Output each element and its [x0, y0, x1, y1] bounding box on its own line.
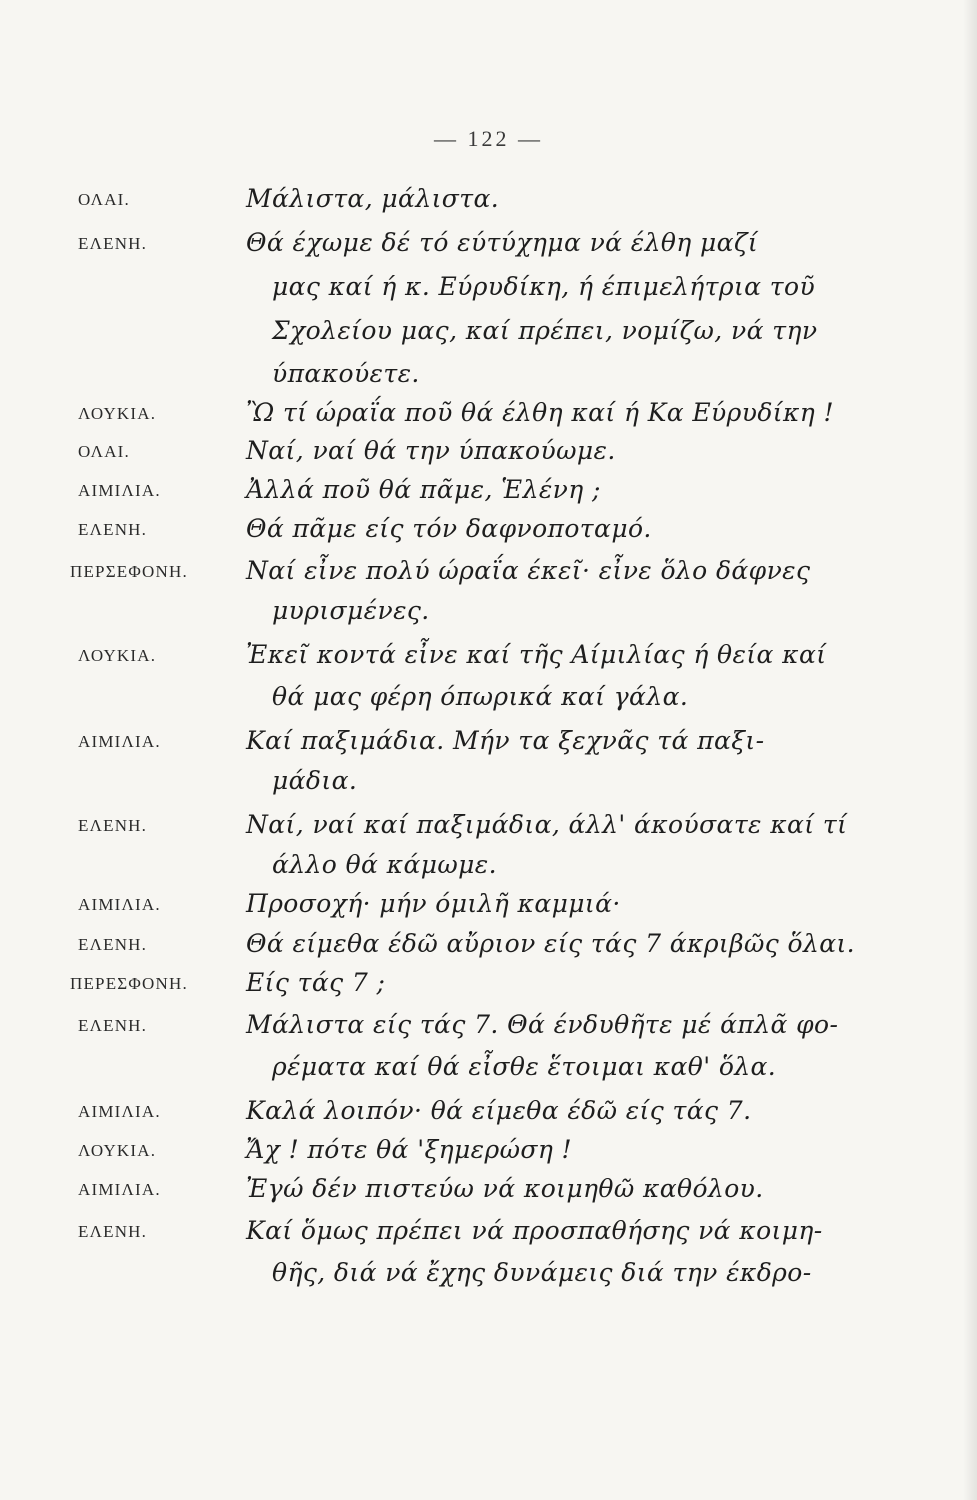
dialogue-text: Προσοχή· μήν όμιλῆ καμμιά· [246, 889, 621, 918]
dialogue-text: Ναί εἶνε πολύ ώραΐα έκεῖ· εἶνε ὅλο δάφνες [246, 556, 811, 585]
dialogue-text: Ἀλλά ποῦ θά πᾶμε, Ἑλένη ; [246, 475, 601, 504]
dialogue-text: Ἐκεῖ κοντά εἶνε καί τῆς Αίμιλίας ή θεία καί [246, 640, 827, 669]
dialogue-text: Ναί, ναί θά την ύπακούωμε. [246, 436, 616, 465]
dialogue-text: Θά πᾶμε είς τόν δαφνοποταμό. [246, 514, 652, 543]
speaker-name: ΠΕΡΕΣΦΟΝΗ. [70, 974, 188, 993]
dialogue-text: Ὢ τί ώραΐα ποῦ θά έλθη καί ή Κα Εύρυδίκη ! [246, 398, 834, 427]
dialogue-text: μάδια. [272, 766, 358, 795]
dialogue-text: Μάλιστα είς τάς 7. Θά ένδυθῆτε μέ άπλᾶ φο- [246, 1010, 839, 1039]
speaker-name: ΑΙΜΙΛΙΑ. [78, 1102, 161, 1121]
dialogue-text: Ναί, ναί καί παξιμάδια, άλλ' άκούσατε καί τί [246, 810, 848, 839]
speaker-name: ΕΛΕΝΗ. [78, 1016, 148, 1035]
dialogue-text: Μάλιστα, μάλιστα. [246, 184, 500, 213]
speaker-name: ΛΟΥΚΙΑ. [78, 404, 157, 423]
speaker-name: ΕΛΕΝΗ. [78, 816, 148, 835]
dialogue-text: θά μας φέρη όπωρικά καί γάλα. [272, 682, 689, 711]
dialogue-text: θῆς, διά νά ἔχης δυνάμεις διά την έκδρο- [272, 1258, 812, 1287]
continuation-line [0, 1258, 977, 1310]
speaker-name: ΕΛΕΝΗ. [78, 234, 148, 253]
speaker-name: ΟΛΑΙ. [78, 190, 130, 209]
speaker-name: ΕΛΕΝΗ. [78, 1222, 148, 1241]
dialogue-text: Σχολείου μας, καί πρέπει, νομίζω, νά την [272, 316, 818, 345]
dialogue-text: Καλά λοιπόν· θά είμεθα έδῶ είς τάς 7. [246, 1096, 752, 1125]
dialogue-text: Θά έχωμε δέ τό εύτύχημα νά έλθη μαζί [246, 228, 759, 257]
dialogue-text: μας καί ή κ. Εύρυδίκη, ή έπιμελήτρια τοῦ [272, 272, 816, 301]
speaker-name: ΑΙΜΙΛΙΑ. [78, 895, 161, 914]
speaker-name: ΠΕΡΣΕΦΟΝΗ. [70, 562, 188, 581]
dialogue-text: Θά είμεθα έδῶ αὔριον είς τάς 7 άκριβῶς ὅλαι. [246, 929, 856, 958]
dialogue-text: άλλο θά κάμωμε. [272, 850, 497, 879]
speaker-name: ΛΟΥΚΙΑ. [78, 1141, 157, 1160]
speaker-name: ΕΛΕΝΗ. [78, 520, 148, 539]
speaker-name: ΟΛΑΙ. [78, 442, 130, 461]
page-number: — 122 — [434, 126, 543, 151]
speaker-name: ΛΟΥΚΙΑ. [78, 646, 157, 665]
dialogue-text: Είς τάς 7 ; [246, 968, 386, 997]
speaker-name: ΕΛΕΝΗ. [78, 935, 148, 954]
dialogue-text: Ἐγώ δέν πιστεύω νά κοιμηθῶ καθόλου. [246, 1174, 764, 1203]
dialogue-text: ρέματα καί θά εἶσθε ἕτοιμαι καθ' ὅλα. [272, 1052, 777, 1081]
speaker-name: ΑΙΜΙΛΙΑ. [78, 732, 161, 751]
dialogue-text: Ἄχ ! πότε θά 'ξημερώση ! [246, 1135, 572, 1164]
dialogue-text: μυρισμένες. [272, 596, 430, 625]
dialogue-text: Καί ὅμως πρέπει νά προσπαθήσης νά κοιμη- [246, 1216, 823, 1245]
dialogue-text: ύπακούετε. [272, 359, 420, 388]
dialogue-text: Καί παξιμάδια. Μήν τα ξεχνᾶς τά παξι- [246, 726, 765, 755]
speaker-name: ΑΙΜΙΛΙΑ. [78, 1180, 161, 1199]
speaker-name: ΑΙΜΙΛΙΑ. [78, 481, 161, 500]
